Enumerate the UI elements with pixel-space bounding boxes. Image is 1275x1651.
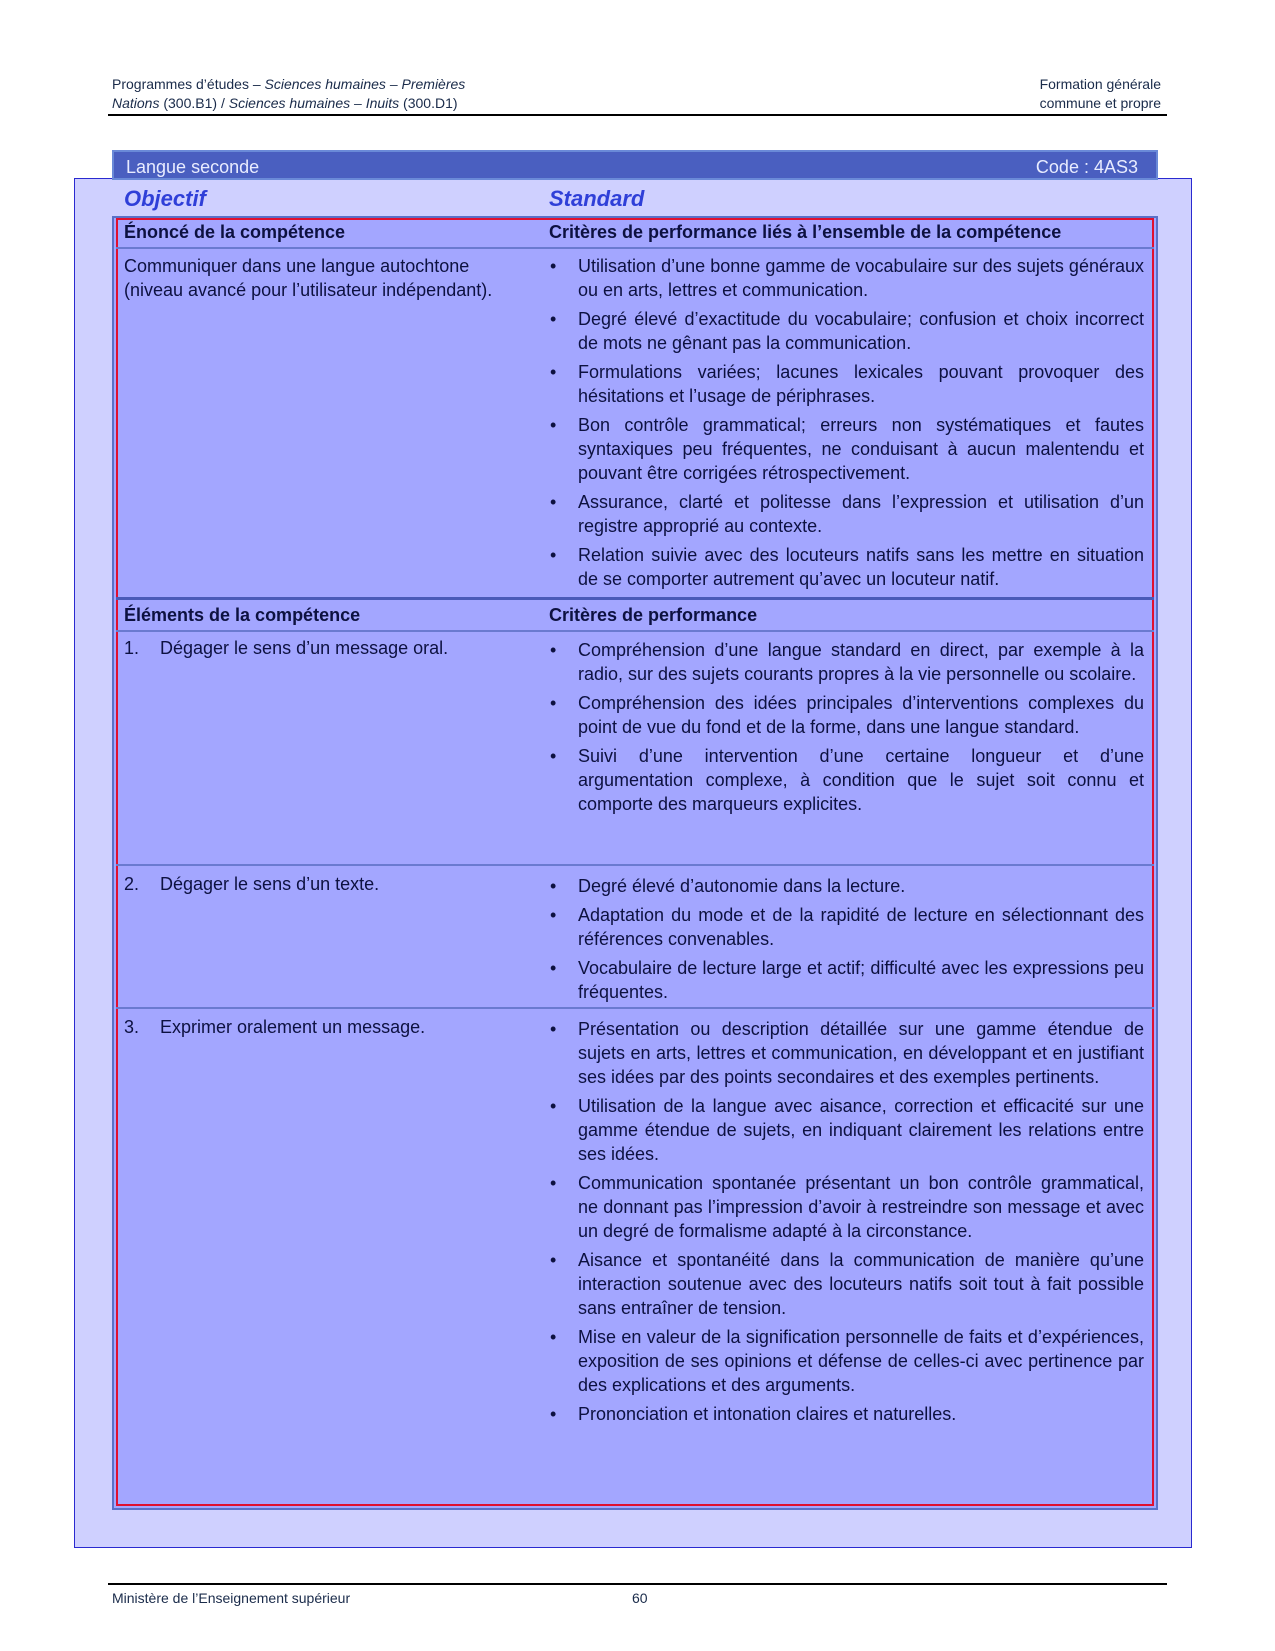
table-rule <box>116 630 1154 632</box>
criterion-item: • Utilisation de la langue avec aisance, correction et efficacité sur une gamme étendue de sujets, en indiquant clairement les relations entre ses idées. <box>548 1094 1144 1166</box>
criterion-item: • Degré élevé d’autonomie dans la lecture. <box>548 874 1144 898</box>
enonce-text: Communiquer dans une langue autochtone (niveau avancé pour l’utilisateur indépendant). <box>124 256 493 300</box>
element-number: 3. <box>124 1017 140 1037</box>
section-title-band <box>112 150 1158 180</box>
footer-rule <box>108 1583 1167 1585</box>
table-rule <box>116 864 1154 866</box>
band-code: Code : 4AS3 <box>1035 157 1138 177</box>
criterion-item: • Vocabulaire de lecture large et actif; difficulté avec les expressions peu fréquentes. <box>548 956 1144 1004</box>
criterion-item: • Adaptation du mode et de la rapidité de lecture en sélectionnant des références convenables. <box>548 903 1144 951</box>
element-3 <box>124 1015 524 1039</box>
page-number: 60 <box>632 1590 648 1606</box>
footer-ministry: Ministère de l’Enseignement supérieur <box>112 1590 351 1606</box>
criterion-item: • Suivi d’une intervention d’une certaine longueur et d’une argumentation complexe, à condition que le sujet soit connu et comporte des marqueurs explicites. <box>548 744 1144 816</box>
header-left-line-2 <box>112 95 458 111</box>
criterion-item: • Degré élevé d’exactitude du vocabulaire; confusion et choix incorrect de mots ne gênant pas la communication. <box>548 307 1144 355</box>
header-text-italic: Nations <box>112 95 160 111</box>
criterion-item: • Utilisation d’une bonne gamme de vocabulaire sur des sujets généraux ou en arts, lettres et communication. <box>548 254 1144 302</box>
header-right-line-2: commune et propre <box>1039 95 1161 111</box>
criterion-item: • Formulations variées; lacunes lexicales pouvant provoquer des hésitations et l’usage de périphrases. <box>548 360 1144 408</box>
header-text: (300.B1) / <box>159 95 229 111</box>
band-title: Langue seconde <box>126 157 260 177</box>
element-number: 2. <box>124 874 140 894</box>
element-label: Exprimer oralement un message. <box>160 1017 426 1037</box>
criterion-item: • Aisance et spontanéité dans la communication de manière qu’une interaction soutenue avec des locuteurs natifs soit tout à fait possible sans entraîner de tension. <box>548 1248 1144 1320</box>
enonce-criteria-list <box>548 254 1144 591</box>
element-2 <box>124 872 524 896</box>
header-text-italic: Sciences humaines – Premières <box>264 76 466 92</box>
header-text-italic: Sciences humaines – Inuits <box>228 95 400 111</box>
table-rule <box>116 1007 1154 1009</box>
criterion-item: • Communication spontanée présentant un bon contrôle grammatical, ne donnant pas l’impression d’avoir à restreindre son message et avec un degré de formalisme adapté à la circonstance. <box>548 1171 1144 1243</box>
standard-label: Standard <box>549 186 645 211</box>
table-rule <box>116 247 1154 249</box>
header-text: (300.D1) <box>399 95 458 111</box>
elements-header: Éléments de la compétence <box>124 605 361 625</box>
enonce-header: Énoncé de la compétence <box>124 222 346 242</box>
criterion-item: • Bon contrôle grammatical; erreurs non systématiques et fautes syntaxiques peu fréquentes, ne conduisant à aucun malentendu et pouvant être corrigées rétrospectivement. <box>548 413 1144 485</box>
criterion-item: • Prononciation et intonation claires et naturelles. <box>548 1402 1144 1426</box>
element-label: Dégager le sens d’un texte. <box>160 874 380 894</box>
element-2-criteria <box>548 874 1144 1004</box>
criterion-item: • Présentation ou description détaillée sur une gamme étendue de sujets en arts, lettres et communication, en développant et en justifiant ses idées par des points secondaires et des exemples pertinents. <box>548 1017 1144 1089</box>
objectif-label: Objectif <box>124 186 206 211</box>
enonce-criteria-header: Critères de performance liés à l’ensemble de la compétence <box>549 222 1062 242</box>
criterion-item: • Mise en valeur de la signification personnelle de faits et d’expériences, exposition de ses opinions et défense de celles-ci avec pertinence par des explications et des arguments. <box>548 1325 1144 1397</box>
header-left-line-1 <box>112 76 465 92</box>
element-number: 1. <box>124 638 140 658</box>
criterion-item: • Assurance, clarté et politesse dans l’expression et utilisation d’un registre approprié au contexte. <box>548 490 1144 538</box>
elements-criteria-header: Critères de performance <box>549 605 758 625</box>
element-1-criteria <box>548 638 1144 816</box>
criterion-item: • Compréhension des idées principales d’interventions complexes du point de vue du fond et de la forme, dans une langue standard. <box>548 691 1144 739</box>
element-1 <box>124 636 524 660</box>
criterion-item: • Relation suivie avec des locuteurs natifs sans les mettre en situation de se comporter autrement qu’avec un locuteur natif. <box>548 543 1144 591</box>
header-right-line-1: Formation générale <box>1039 76 1161 92</box>
header-rule <box>108 114 1167 116</box>
element-label: Dégager le sens d’un message oral. <box>160 638 449 658</box>
table-rule <box>116 597 1154 600</box>
header-text: Programmes d’études – <box>112 76 265 92</box>
criterion-item: • Compréhension d’une langue standard en direct, par exemple à la radio, sur des sujets courants propres à la vie personnelle ou scolaire. <box>548 638 1144 686</box>
element-3-criteria <box>548 1017 1144 1426</box>
